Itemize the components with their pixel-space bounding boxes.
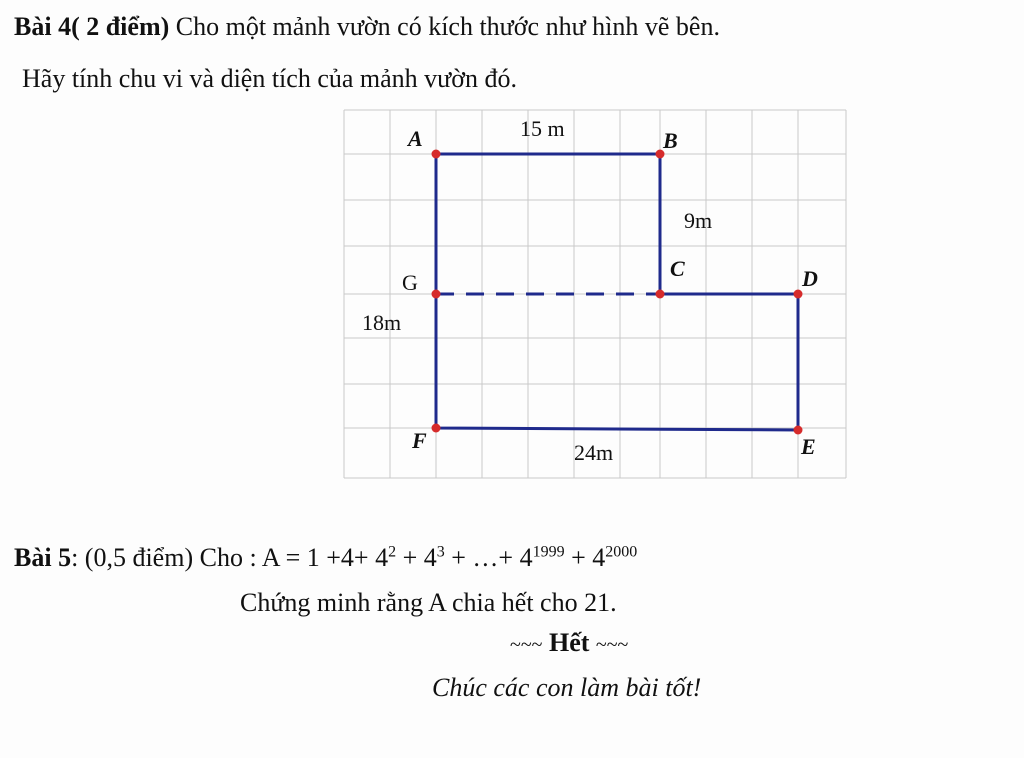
exercise5-part3: + …+ 4 bbox=[444, 543, 533, 572]
garden-outline bbox=[436, 154, 798, 430]
point-g bbox=[432, 290, 441, 299]
label-a: A bbox=[408, 126, 423, 151]
label-e: E bbox=[801, 434, 816, 459]
dimension-fe: 24m bbox=[574, 440, 614, 465]
point-a bbox=[432, 150, 441, 159]
exercise5-statement: Chứng minh rằng A chia hết cho 21. bbox=[240, 588, 617, 617]
end-text: Hết bbox=[548, 628, 590, 657]
exercise5-part4: + 4 bbox=[564, 543, 606, 572]
exercise4-question: Hãy tính chu vi và diện tích của mảnh vườn đó. bbox=[22, 64, 518, 93]
dimension-af: 18m bbox=[362, 310, 402, 335]
end-marker bbox=[510, 630, 628, 656]
exercise5-part2: + 4 bbox=[396, 543, 437, 572]
exercise5-text: : (0,5 điểm) Cho : A = 1 +4+ 4 bbox=[71, 543, 389, 572]
exponent-3: 3 bbox=[436, 543, 445, 561]
end-deco-left: ~~~ bbox=[510, 634, 543, 656]
exponent-2000: 2000 bbox=[605, 543, 638, 561]
label-g: G bbox=[402, 270, 418, 295]
label-c: C bbox=[670, 256, 685, 281]
exponent-2: 2 bbox=[388, 543, 397, 561]
closing-wish: Chúc các con làm bài tốt! bbox=[432, 673, 702, 702]
label-d: D bbox=[802, 266, 818, 291]
dimension-ab: 15 m bbox=[520, 116, 565, 141]
exercise4-title-bold: Bài 4( 2 điểm) bbox=[14, 12, 170, 41]
label-f: F bbox=[412, 428, 427, 453]
exercise4-title-text: Cho một mảnh vườn có kích thước như hình vẽ bên. bbox=[169, 12, 720, 41]
exercise5-problem bbox=[14, 545, 637, 571]
exponent-1999: 1999 bbox=[532, 543, 565, 561]
dimension-bc: 9m bbox=[684, 208, 713, 233]
end-deco-right: ~~~ bbox=[595, 634, 629, 656]
label-b: B bbox=[663, 128, 678, 153]
exercise5-label: Bài 5 bbox=[14, 543, 72, 572]
point-f bbox=[432, 424, 441, 433]
point-c bbox=[656, 290, 665, 299]
